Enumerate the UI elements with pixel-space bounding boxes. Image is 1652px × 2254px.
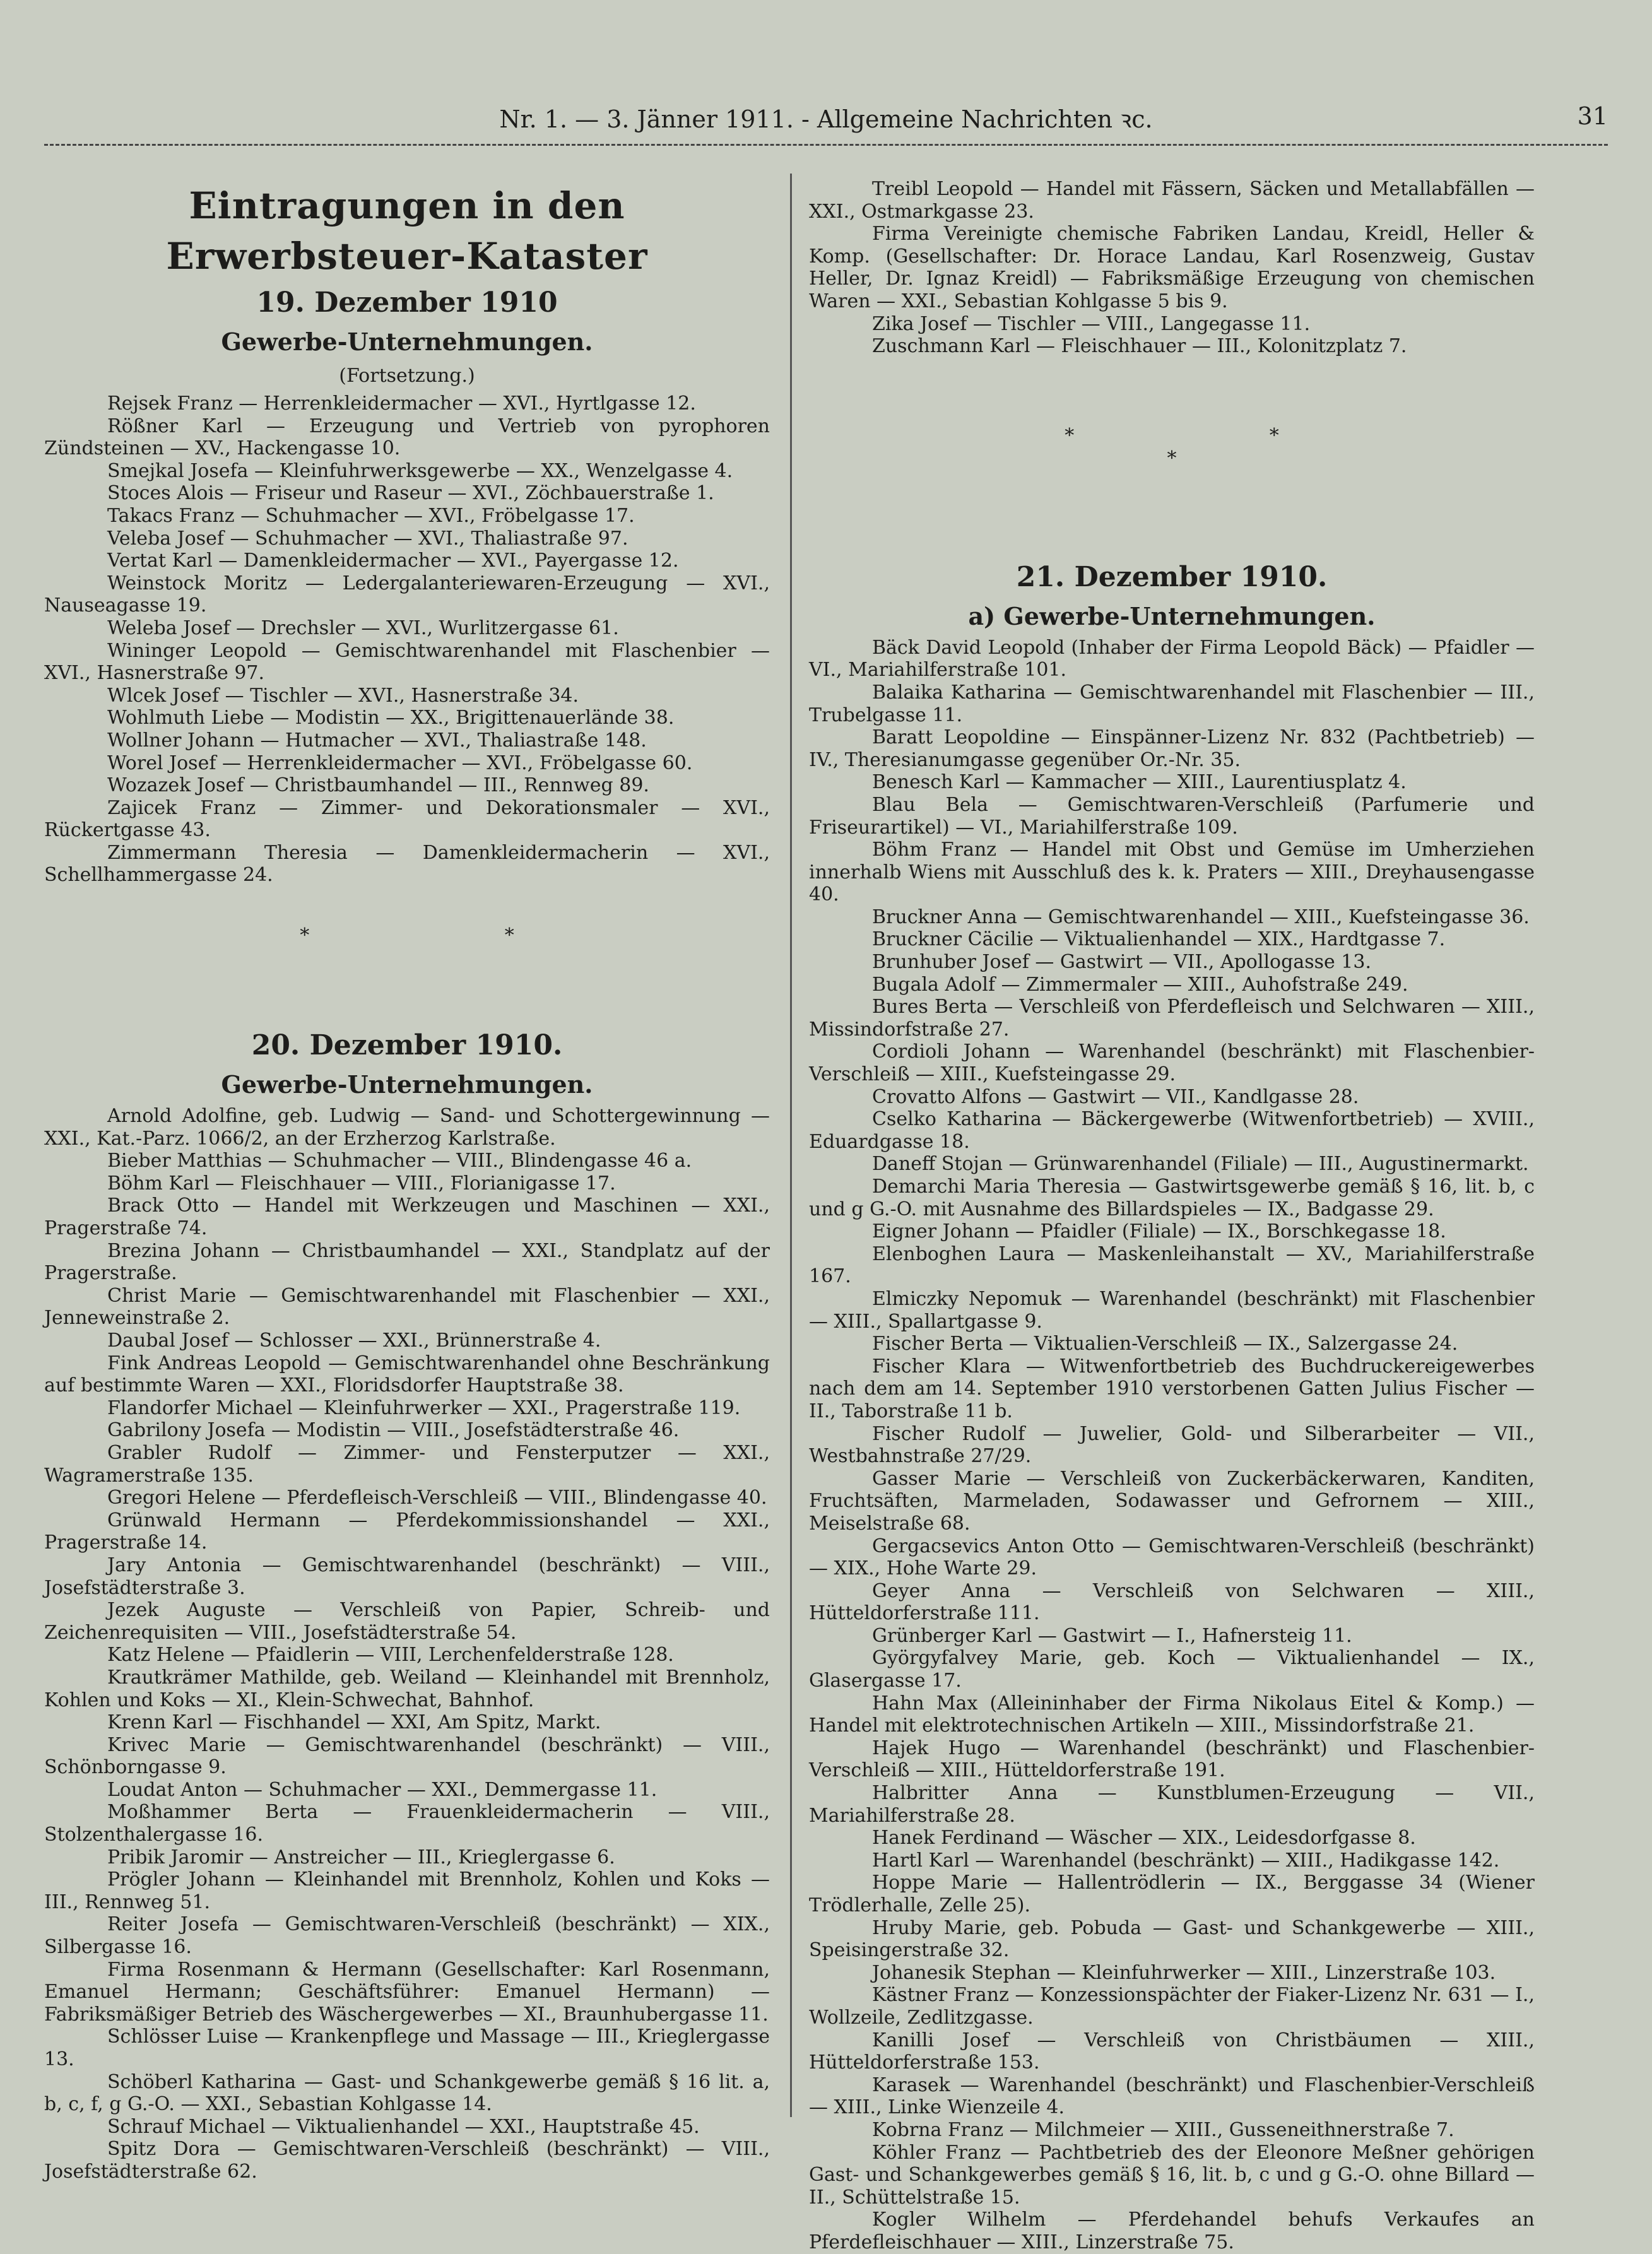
register-entry: Kobrna Franz — Milchmeier — XIII., Gusseneithnerstraße 7. [872, 2118, 1454, 2141]
register-entry: Christ Marie — Gemischtwarenhandel mit Flaschenbier — XXI., Jenneweinstraße 2. [44, 1284, 770, 1330]
entry-list [44, 1105, 770, 2183]
register-entry: Bures Berta — Verschleiß von Pferdefleisch und Selchwaren — XIII., Missindorfstraße 27. [809, 996, 1535, 1041]
register-entry: Takacs Franz — Schuhmacher — XVI., Fröbelgasse 17. [107, 504, 635, 527]
register-entry: Moßhammer Berta — Frauenkleidermacherin — VIII., Stolzenthalergasse 16. [44, 1801, 770, 1846]
register-entry: Bruckner Anna — Gemischtwarenhandel — XIII., Kuefsteingasse 36. [872, 906, 1530, 928]
register-entry: Daneff Stojan — Grünwarenhandel (Filiale) — III., Augustinermarkt. [872, 1153, 1529, 1176]
register-entry: Firma Vereinigte chemische Fabriken Landau, Kreidl, Heller & Komp. (Gesellschafter: Dr. Horace Landau, Karl Rosenzweig, Gustav Heller, Dr. Ignaz Kreidl) — Fabriksmäßige Erzeugung von chemischen Waren — XXI., Sebastian Kohlgasse 5 bis 9. [809, 223, 1535, 312]
page-header [44, 95, 1608, 139]
register-entry: Arnold Adolfine, geb. Ludwig — Sand- und Schottergewinnung — XXI., Kat.-Parz. 1066/2, an der Erzherzog Karlstraße. [44, 1105, 770, 1150]
section-date: 19. Dezember 1910 [256, 286, 558, 319]
right-column [809, 178, 1535, 2254]
register-entry: Demarchi Maria Theresia — Gastwirtsgewerbe gemäß § 16, lit. b, c und g G.-O. mit Ausnahme des Billardspieles — IX., Badgasse 29. [809, 1176, 1535, 1220]
register-entry: Zajicek Franz — Zimmer- und Dekorationsmaler — XVI., Rückertgasse 43. [44, 796, 770, 842]
register-entry: Brack Otto — Handel mit Werkzeugen und Maschinen — XXI., Pragerstraße 74. [44, 1195, 770, 1240]
register-entry: Crovatto Alfons — Gastwirt — VII., Kandlgasse 28. [872, 1085, 1359, 1108]
register-entry: Katz Helene — Pfaidlerin — VIII, Lerchenfelderstraße 128. [107, 1644, 674, 1667]
register-entry: Böhm Karl — Fleischhauer — VIII., Florianigasse 17. [107, 1172, 616, 1195]
register-entry: Wozazek Josef — Christbaumhandel — III., Rennweg 89. [107, 774, 649, 797]
register-entry: Köhler Franz — Pachtbetrieb des der Eleonore Meßner gehörigen Gast- und Schankgewerbes gemäß § 16, lit. b, c und g G.-O. ohne Billard — II., Schüttelstraße 15. [809, 2141, 1535, 2209]
register-entry: Fischer Berta — Viktualien-Verschleiß — IX., Salzergasse 24. [872, 1333, 1458, 1355]
register-entry: Kästner Franz — Konzessionspächter der Fiaker-Lizenz Nr. 631 — I., Wollzeile, Zedlitzgasse. [809, 1984, 1535, 2029]
register-entry: Zuschmann Karl — Fleischhauer — III., Kolonitzplatz 7. [872, 335, 1407, 358]
register-entry: Fink Andreas Leopold — Gemischtwarenhandel ohne Beschränkung auf bestimmte Waren — XXI., Floridsdorfer Hauptstraße 38. [44, 1352, 770, 1397]
register-entry: Loudat Anton — Schuhmacher — XXI., Demmergasse 11. [107, 1778, 658, 1801]
register-entry: Gregori Helene — Pferdefleisch-Verschleiß — VIII., Blindengasse 40. [107, 1487, 767, 1509]
continuation-note: (Fortsetzung.) [339, 365, 475, 387]
register-entry: Bruckner Cäcilie — Viktualienhandel — XIX., Hardtgasse 7. [872, 928, 1446, 951]
register-entry: Hoppe Marie — Hallentrödlerin — IX., Berggasse 34 (Wiener Trödlerhalle, Zelle 25). [809, 1872, 1535, 1916]
register-entry: Bieber Matthias — Schuhmacher — VIII., Blindengasse 46 a. [107, 1150, 692, 1172]
register-entry: Grünberger Karl — Gastwirt — I., Hafnersteig 11. [872, 1624, 1352, 1647]
register-entry: Schöberl Katharina — Gast- und Schankgewerbe gemäß § 16 lit. a, b, c, f, g G.-O. — XXI., Sebastian Kohlgasse 14. [44, 2070, 770, 2116]
section-date: 20. Dezember 1910. [251, 1029, 563, 1062]
register-entry: Wininger Leopold — Gemischtwarenhandel mit Flaschenbier — XVI., Hasnerstraße 97. [44, 639, 770, 685]
register-entry: Benesch Karl — Kammacher — XIII., Laurentiusplatz 4. [872, 771, 1407, 794]
register-entry: Fischer Klara — Witwenfortbetrieb des Buchdruckereigewerbes nach dem am 14. September 1910 verstorbenen Gatten Julius Fischer — II., Taborstraße 11 b. [809, 1355, 1535, 1422]
register-entry: Fischer Rudolf — Juwelier, Gold- und Silberarbeiter — VII., Westbahnstraße 27/29. [809, 1422, 1535, 1468]
register-entry: Geyer Anna — Verschleiß von Selchwaren — XIII., Hütteldorferstraße 111. [809, 1579, 1535, 1625]
left-column [44, 178, 770, 2183]
register-entry: Hajek Hugo — Warenhandel (beschränkt) und Flaschenbier-Verschleiß — XIII., Hütteldorferstraße 191. [809, 1737, 1535, 1782]
section-separator: * [1167, 447, 1177, 469]
register-entry: Weinstock Moritz — Ledergalanteriewaren-Erzeugung — XVI., Nauseagasse 19. [44, 572, 770, 617]
register-entry: Rejsek Franz — Herrenkleidermacher — XVI., Hyrtlgasse 12. [107, 392, 696, 415]
header-rule [44, 144, 1608, 146]
register-entry: Elmiczky Nepomuk — Warenhandel (beschränkt) mit Flaschenbier — XIII., Spallartgasse 9. [809, 1287, 1535, 1333]
register-entry: Daubal Josef — Schlosser — XXI., Brünnerstraße 4. [107, 1330, 601, 1352]
register-entry: Zimmermann Theresia — Damenkleidermacherin — XVI., Schellhammergasse 24. [44, 841, 770, 887]
entry-list [809, 637, 1535, 2254]
register-entry: Balaika Katharina — Gemischtwarenhandel mit Flaschenbier — III., Trubelgasse 11. [809, 681, 1535, 726]
register-entry: Elenboghen Laura — Maskenleihanstalt — XV., Mariahilferstraße 167. [809, 1242, 1535, 1288]
register-entry: Bugala Adolf — Zimmermaler — XIII., Auhofstraße 249. [872, 973, 1408, 996]
register-entry: Cordioli Johann — Warenhandel (beschränkt) mit Flaschenbier-Verschleiß — XIII., Kuefsteingasse 29. [809, 1041, 1535, 1086]
entry-list [809, 178, 1535, 358]
register-entry: Bäck David Leopold (Inhaber der Firma Leopold Bäck) — Pfaidler — VI., Mariahilferstraße 101. [809, 636, 1535, 682]
register-entry: Flandorfer Michael — Kleinfuhrwerker — XXI., Pragerstraße 119. [107, 1396, 741, 1419]
register-entry: Jary Antonia — Gemischtwarenhandel (beschränkt) — VIII., Josefstädterstraße 3. [44, 1554, 770, 1599]
register-entry: Johanesik Stephan — Kleinfuhrwerker — XIII., Linzerstraße 103. [872, 1961, 1496, 1984]
entry-list [44, 392, 770, 887]
section-subhead: Gewerbe-Unternehmungen. [221, 327, 593, 356]
register-entry: Wohlmuth Liebe — Modistin — XX., Brigittenauerlände 38. [107, 707, 675, 729]
register-entry: Spitz Dora — Gemischtwaren-Verschleiß (beschränkt) — VIII., Josefstädterstraße 62. [44, 2138, 770, 2183]
register-entry: Kogler Wilhelm — Pferdehandel behufs Verkaufes an Pferdefleischhauer — XIII., Linzerstraße 75. [809, 2209, 1535, 2253]
register-entry: Treibl Leopold — Handel mit Fässern, Säcken und Metallabfällen — XXI., Ostmarkgasse 23. [809, 178, 1535, 223]
register-entry: Schrauf Michael — Viktualienhandel — XXI., Hauptstraße 45. [107, 2115, 700, 2138]
register-entry: Blau Bela — Gemischtwaren-Verschleiß (Parfumerie und Friseurartikel) — VI., Mariahilferstraße 109. [809, 793, 1535, 839]
register-entry: Brezina Johann — Christbaumhandel — XXI., Standplatz auf der Pragerstraße. [44, 1239, 770, 1285]
register-entry: Grabler Rudolf — Zimmer- und Fensterputzer — XXI., Wagramerstraße 135. [44, 1441, 770, 1487]
register-entry: Gasser Marie — Verschleiß von Zuckerbäckerwaren, Kanditen, Fruchtsäften, Marmeladen, Sodawasser und Gefrornem — XIII., Meiselstraße 68. [809, 1467, 1535, 1535]
running-title: Nr. 1. — 3. Jänner 1911. - Allgemeine Nachrichten ꝛc. [499, 105, 1153, 133]
register-entry: Karasek — Warenhandel (beschränkt) und Flaschenbier-Verschleiß — XIII., Linke Wienzeile 4. [809, 2074, 1535, 2119]
register-entry: Rößner Karl — Erzeugung und Vertrieb von pyrophoren Zündsteinen — XV., Hackengasse 10. [44, 415, 770, 460]
register-entry: Hruby Marie, geb. Pobuda — Gast- und Schankgewerbe — XIII., Speisingerstraße 32. [809, 1916, 1535, 1962]
register-entry: Vertat Karl — Damenkleidermacher — XVI., Payergasse 12. [107, 550, 679, 572]
register-entry: Hanek Ferdinand — Wäscher — XIX., Leidesdorfgasse 8. [872, 1827, 1416, 1850]
register-entry: Eigner Johann — Pfaidler (Filiale) — IX., Borschkegasse 18. [872, 1220, 1446, 1243]
register-entry: Grünwald Hermann — Pferdekommissionshandel — XXI., Pragerstraße 14. [44, 1509, 770, 1554]
register-entry: Wlcek Josef — Tischler — XVI., Hasnerstraße 34. [107, 684, 579, 707]
register-entry: Krenn Karl — Fischhandel — XXI, Am Spitz, Markt. [107, 1711, 601, 1734]
register-entry: Böhm Franz — Handel mit Obst und Gemüse im Umherziehen innerhalb Wiens mit Ausschluß des k. k. Praters — XIII., Dreyhausengasse 40. [809, 839, 1535, 906]
register-entry: Brunhuber Josef — Gastwirt — VII., Apollogasse 13. [872, 951, 1372, 974]
register-entry: Gergacsevics Anton Otto — Gemischtwaren-Verschleiß (beschränkt) — XIX., Hohe Warte 29. [809, 1535, 1535, 1580]
register-entry: Schlösser Luise — Krankenpflege und Massage — III., Krieglergasse 13. [44, 2026, 770, 2070]
register-entry: Györgyfalvey Marie, geb. Koch — Viktualienhandel — IX., Glasergasse 17. [809, 1647, 1535, 1692]
register-entry: Hahn Max (Alleininhaber der Firma Nikolaus Eitel & Komp.) — Handel mit elektrotechnischen Artikeln — XIII., Missindorfstraße 21. [809, 1692, 1535, 1737]
register-entry: Worel Josef — Herrenkleidermacher — XVI., Fröbelgasse 60. [107, 752, 693, 774]
register-entry: Halbritter Anna — Kunstblumen-Erzeugung — VII., Mariahilferstraße 28. [809, 1782, 1535, 1827]
register-entry: Stoces Alois — Friseur und Raseur — XVI., Zöchbauerstraße 1. [107, 482, 714, 505]
register-entry: Pribik Jaromir — Anstreicher — III., Krieglergasse 6. [107, 1846, 615, 1868]
register-entry: Krivec Marie — Gemischtwarenhandel (beschränkt) — VIII., Schönborngasse 9. [44, 1733, 770, 1779]
register-entry: Cselko Katharina — Bäckergewerbe (Witwenfortbetrieb) — XVIII., Eduardgasse 18. [809, 1108, 1535, 1153]
register-entry: Hartl Karl — Warenhandel (beschränkt) — XIII., Hadikgasse 142. [872, 1849, 1500, 1872]
register-entry: Wollner Johann — Hutmacher — XVI., Thaliastraße 148. [107, 729, 647, 752]
register-entry: Baratt Leopoldine — Einspänner-Lizenz Nr. 832 (Pachtbetrieb) — IV., Theresianumgasse gegenüber Or.-Nr. 35. [809, 726, 1535, 771]
register-entry: Kanilli Josef — Verschleiß von Christbäumen — XIII., Hütteldorferstraße 153. [809, 2029, 1535, 2074]
section-date: 21. Dezember 1910. [1016, 560, 1328, 593]
section-separator: * * [300, 924, 609, 947]
page-number: 31 [1577, 102, 1608, 130]
section-subhead: a) Gewerbe-Unternehmungen. [968, 601, 1376, 630]
section-subhead: Gewerbe-Unternehmungen. [221, 1070, 593, 1099]
register-entry: Krautkrämer Mathilde, geb. Weiland — Kleinhandel mit Brennholz, Kohlen und Koks — XI., Klein-Schwechat, Bahnhof. [44, 1666, 770, 1711]
section-separator: * * [1065, 424, 1374, 447]
register-entry: Veleba Josef — Schuhmacher — XVI., Thaliastraße 97. [107, 527, 628, 550]
register-entry: Prögler Johann — Kleinhandel mit Brennholz, Kohlen und Koks — III., Rennweg 51. [44, 1868, 770, 1913]
register-entry: Smejkal Josefa — Kleinfuhrwerksgewerbe — XX., Wenzelgasse 4. [107, 459, 733, 482]
register-entry: Firma Rosenmann & Hermann (Gesellschafter: Karl Rosenmann, Emanuel Hermann; Geschäftsführer: Emanuel Hermann) — Fabriksmäßiger Betrieb des Wäschergewerbes — XI., Braunhubergasse 11. [44, 1958, 770, 2026]
register-entry: Zika Josef — Tischler — VIII., Langegasse 11. [872, 312, 1311, 335]
register-entry: Gabrilony Josefa — Modistin — VIII., Josefstädterstraße 46. [107, 1419, 680, 1442]
main-title: Eintragungen in den Erwerbsteuer-Kataster [166, 184, 648, 278]
register-entry: Reiter Josefa — Gemischtwaren-Verschleiß (beschränkt) — XIX., Silbergasse 16. [44, 1913, 770, 1959]
column-rule [790, 174, 792, 2117]
register-entry: Jezek Auguste — Verschleiß von Papier, Schreib- und Zeichenrequisiten — VIII., Josefstädterstraße 54. [44, 1599, 770, 1644]
register-entry: Weleba Josef — Drechsler — XVI., Wurlitzergasse 61. [107, 617, 619, 639]
